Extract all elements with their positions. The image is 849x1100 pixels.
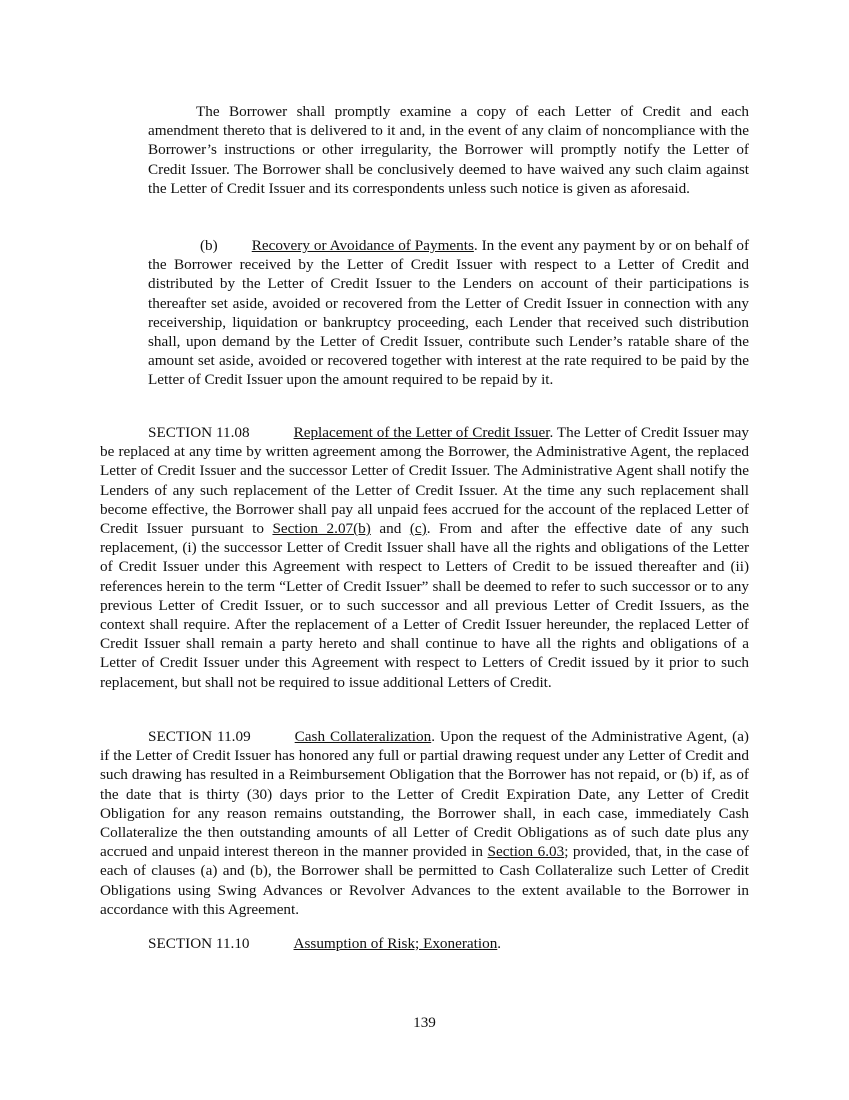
conjunction: and [370,520,410,538]
cross-reference-section-2-07b[interactable]: Section 2.07(b) [272,520,371,538]
section-label: SECTION 11.09 [148,728,251,745]
page-number: 139 [413,1014,436,1031]
section-heading: Assumption of Risk; Exoneration [293,935,498,952]
section-body-part1: . The Letter of Credit Issuer may be replaced at any time by written agreement among the Borrower, the Administrative Agent, the replaced Letter of Credit Issuer and the successor Letter of Credit Issuer. The Administrative Agent shall notify the Lenders of any such replacement of the Letter of Credit Issuer. At the time any such replacement shall become effective, the Borrower shall pay all unpaid fees accrued for the account of the replaced Letter of Credit Issuer pursuant to [100,424,750,538]
section-heading: Cash Collateralization [294,728,432,745]
section-11-10 [148,934,501,953]
section-11-08 [100,423,749,692]
section-heading: Replacement of the Letter of Credit Issuer [293,424,550,441]
section-label: SECTION 11.08 [148,424,250,441]
cross-reference-c[interactable]: (c) [409,520,427,538]
paragraph-recovery-avoidance [148,236,749,390]
paragraph-borrower-examination [148,102,749,198]
section-body-part2: . From and after the effective date of any such replacement, (i) the successor Letter of Credit Issuer shall have all the rights and obligations of the Letter of Credit Issuer under this Agreement with respect to Letters of Credit to be issued thereafter and (ii) references herein to the term “Letter of Credit Issuer” shall be deemed to refer to such successor or to any previous Letter of Credit Issuer, or to such successor and all previous Letter of Credit Issuers, as the context shall require. After the replacement of a Letter of Credit Issuer hereunder, the replaced Letter of Credit Issuer shall remain a party hereto and shall continue to have all the rights and obligations of a Letter of Credit Issuer under this Agreement with respect to Letters of Credit issued by it prior to such replacement, but shall not be required to issue additional Letters of Credit. [100,520,749,691]
clause-body: . In the event any payment by or on behalf of the Borrower received by the Letter of Credit Issuer with respect to a Letter of Credit and distributed by the Letter of Credit Issuer to the Lenders on account of their participations is thereafter set aside, avoided or recovered from the Letter of Credit Issuer in connection with any receivership, liquidation or bankruptcy proceeding, each Lender that received such distribution shall, upon demand by the Letter of Credit Issuer, contribute such Lender’s ratable share of the amount set aside, avoided or recovered together with interest at the rate required to be paid by the Letter of Credit Issuer upon the amount required to be repaid by it. [148,237,749,389]
clause-label: (b) [200,237,218,254]
section-11-09 [100,727,749,919]
section-label: SECTION 11.10 [148,935,250,952]
section-heading-period: . [497,935,502,952]
section-body-part2: ; provided, that, in the case of each of clauses (a) and (b), the Borrower shall be permitted to Cash Collateralize such Letter of Credit Obligations using Swing Advances or Revolver Advances to the extent available to the Borrower in accordance with this Agreement. [100,843,749,918]
cross-reference-section-6-03[interactable]: Section 6.03 [487,843,565,861]
section-body-part1: . Upon the request of the Administrative Agent, (a) if the Letter of Credit Issuer has honored any full or partial drawing request under any Letter of Credit and such drawing has resulted in a Reimbursement Obligation that the Borrower has not repaid, or (b) if, as of the date that is thirty (30) days prior to the Letter of Credit Expiration Date, any Letter of Credit Obligation for any reason remains outstanding, the Borrower shall, in each case, immediately Cash Collateralize the then outstanding amounts of all Letter of Credit Obligations as of such date plus any accrued and unpaid interest thereon in the manner provided in [100,728,749,861]
clause-heading: Recovery or Avoidance of Payments [251,237,474,254]
paragraph-text: The Borrower shall promptly examine a copy of each Letter of Credit and each amendment thereto that is delivered to it and, in the event of any claim of noncompliance with the Borrower’s instructions or other irregularity, the Borrower will promptly notify the Letter of Credit Issuer. The Borrower shall be conclusively deemed to have waived any such claim against the Letter of Credit Issuer and its correspondents unless such notice is given as aforesaid. [148,103,749,197]
